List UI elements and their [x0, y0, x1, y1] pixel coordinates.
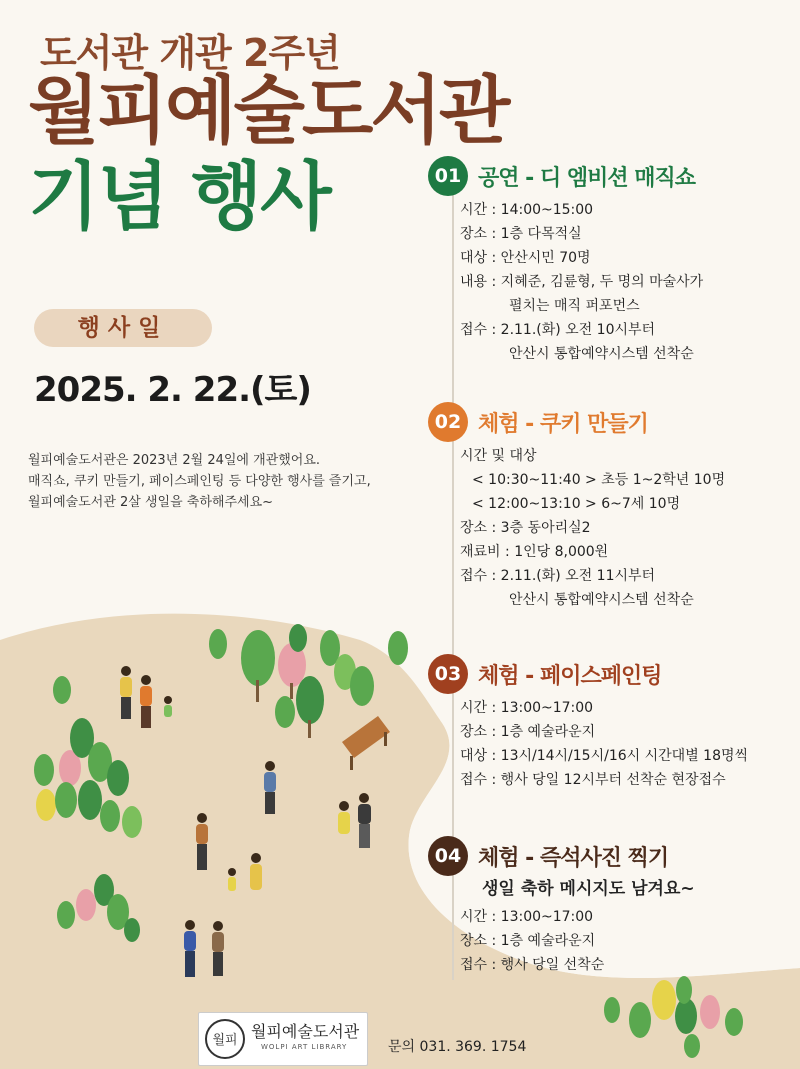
- section-row: 재료비 : 1인당 8,000원: [460, 544, 609, 560]
- section-number: 03: [428, 654, 468, 694]
- poster-title: 월피예술도서관: [28, 68, 508, 154]
- section-title: 체험 - 즉석사진 찍기: [478, 845, 669, 871]
- section-row: 대상 : 13시/14시/15시/16시 시간대별 18명씩: [460, 748, 749, 764]
- intro-line: 매직쇼, 쿠키 만들기, 페이스페인팅 등 다양한 행사를 즐기고,: [28, 474, 371, 489]
- section-row: 접수 : 2.11.(화) 오전 11시부터: [460, 568, 656, 584]
- section-row: < 12:00~13:10 > 6~7세 10명: [472, 496, 681, 512]
- section-subtitle: 생일 축하 메시지도 남겨요~: [482, 879, 695, 899]
- poster-title-line2: 기념 행사: [28, 154, 330, 240]
- section-row: 접수 : 행사 당일 선착순: [460, 957, 605, 973]
- section-row: 장소 : 1층 예술라운지: [460, 933, 596, 949]
- intro-text: [28, 450, 408, 513]
- section-title: 공연 - 디 엠비션 매직쇼: [478, 165, 696, 191]
- section-row: 안산시 통합예약시스템 선착순: [509, 346, 694, 362]
- contact-info: 문의 031. 369. 1754: [388, 1039, 527, 1055]
- section-row: 내용 : 지혜준, 김륜형, 두 명의 마술사가: [460, 274, 704, 290]
- intro-line: 월피예술도서관 2살 생일을 축하해주세요~: [28, 495, 274, 510]
- section-row: 장소 : 1층 다목적실: [460, 226, 582, 242]
- library-name: 월피예술도서관: [251, 1022, 360, 1041]
- section-row: < 10:30~11:40 > 초등 1~2학년 10명: [472, 472, 726, 488]
- section-row: 시간 : 13:00~17:00: [460, 909, 594, 925]
- section-number: 04: [428, 836, 468, 876]
- section-row: 대상 : 안산시민 70명: [460, 250, 591, 266]
- section-row: 시간 및 대상: [460, 448, 537, 464]
- section-03: [428, 654, 748, 792]
- section-row: 시간 : 14:00~15:00: [460, 202, 594, 218]
- section-row: 펼치는 매직 퍼포먼스: [509, 298, 640, 314]
- section-title: 체험 - 쿠키 만들기: [478, 411, 648, 437]
- event-date: 2025. 2. 22.(토): [34, 370, 311, 410]
- section-row: 안산시 통합예약시스템 선착순: [509, 592, 694, 608]
- intro-line: 월피예술도서관은 2023년 2월 24일에 개관했어요.: [28, 453, 321, 468]
- event-day-label: 행사일: [34, 309, 212, 347]
- library-name-en: WOLPI ART LIBRARY: [261, 1043, 348, 1051]
- section-row: 장소 : 3층 동아리실2: [460, 520, 591, 536]
- section-row: 시간 : 13:00~17:00: [460, 700, 594, 716]
- section-number: 01: [428, 156, 468, 196]
- section-title: 체험 - 페이스페인팅: [478, 663, 662, 689]
- section-number: 02: [428, 402, 468, 442]
- library-logo: [198, 1012, 368, 1066]
- section-02: [428, 402, 725, 612]
- section-row: 장소 : 1층 예술라운지: [460, 724, 596, 740]
- section-row: 접수 : 행사 당일 12시부터 선착순 현장접수: [460, 772, 726, 788]
- section-01: [428, 156, 703, 366]
- poster-subtitle: 도서관 개관 2주년: [40, 31, 340, 75]
- section-04: [428, 836, 695, 977]
- section-row: 접수 : 2.11.(화) 오전 10시부터: [460, 322, 656, 338]
- logo-mark: 월피: [205, 1019, 245, 1059]
